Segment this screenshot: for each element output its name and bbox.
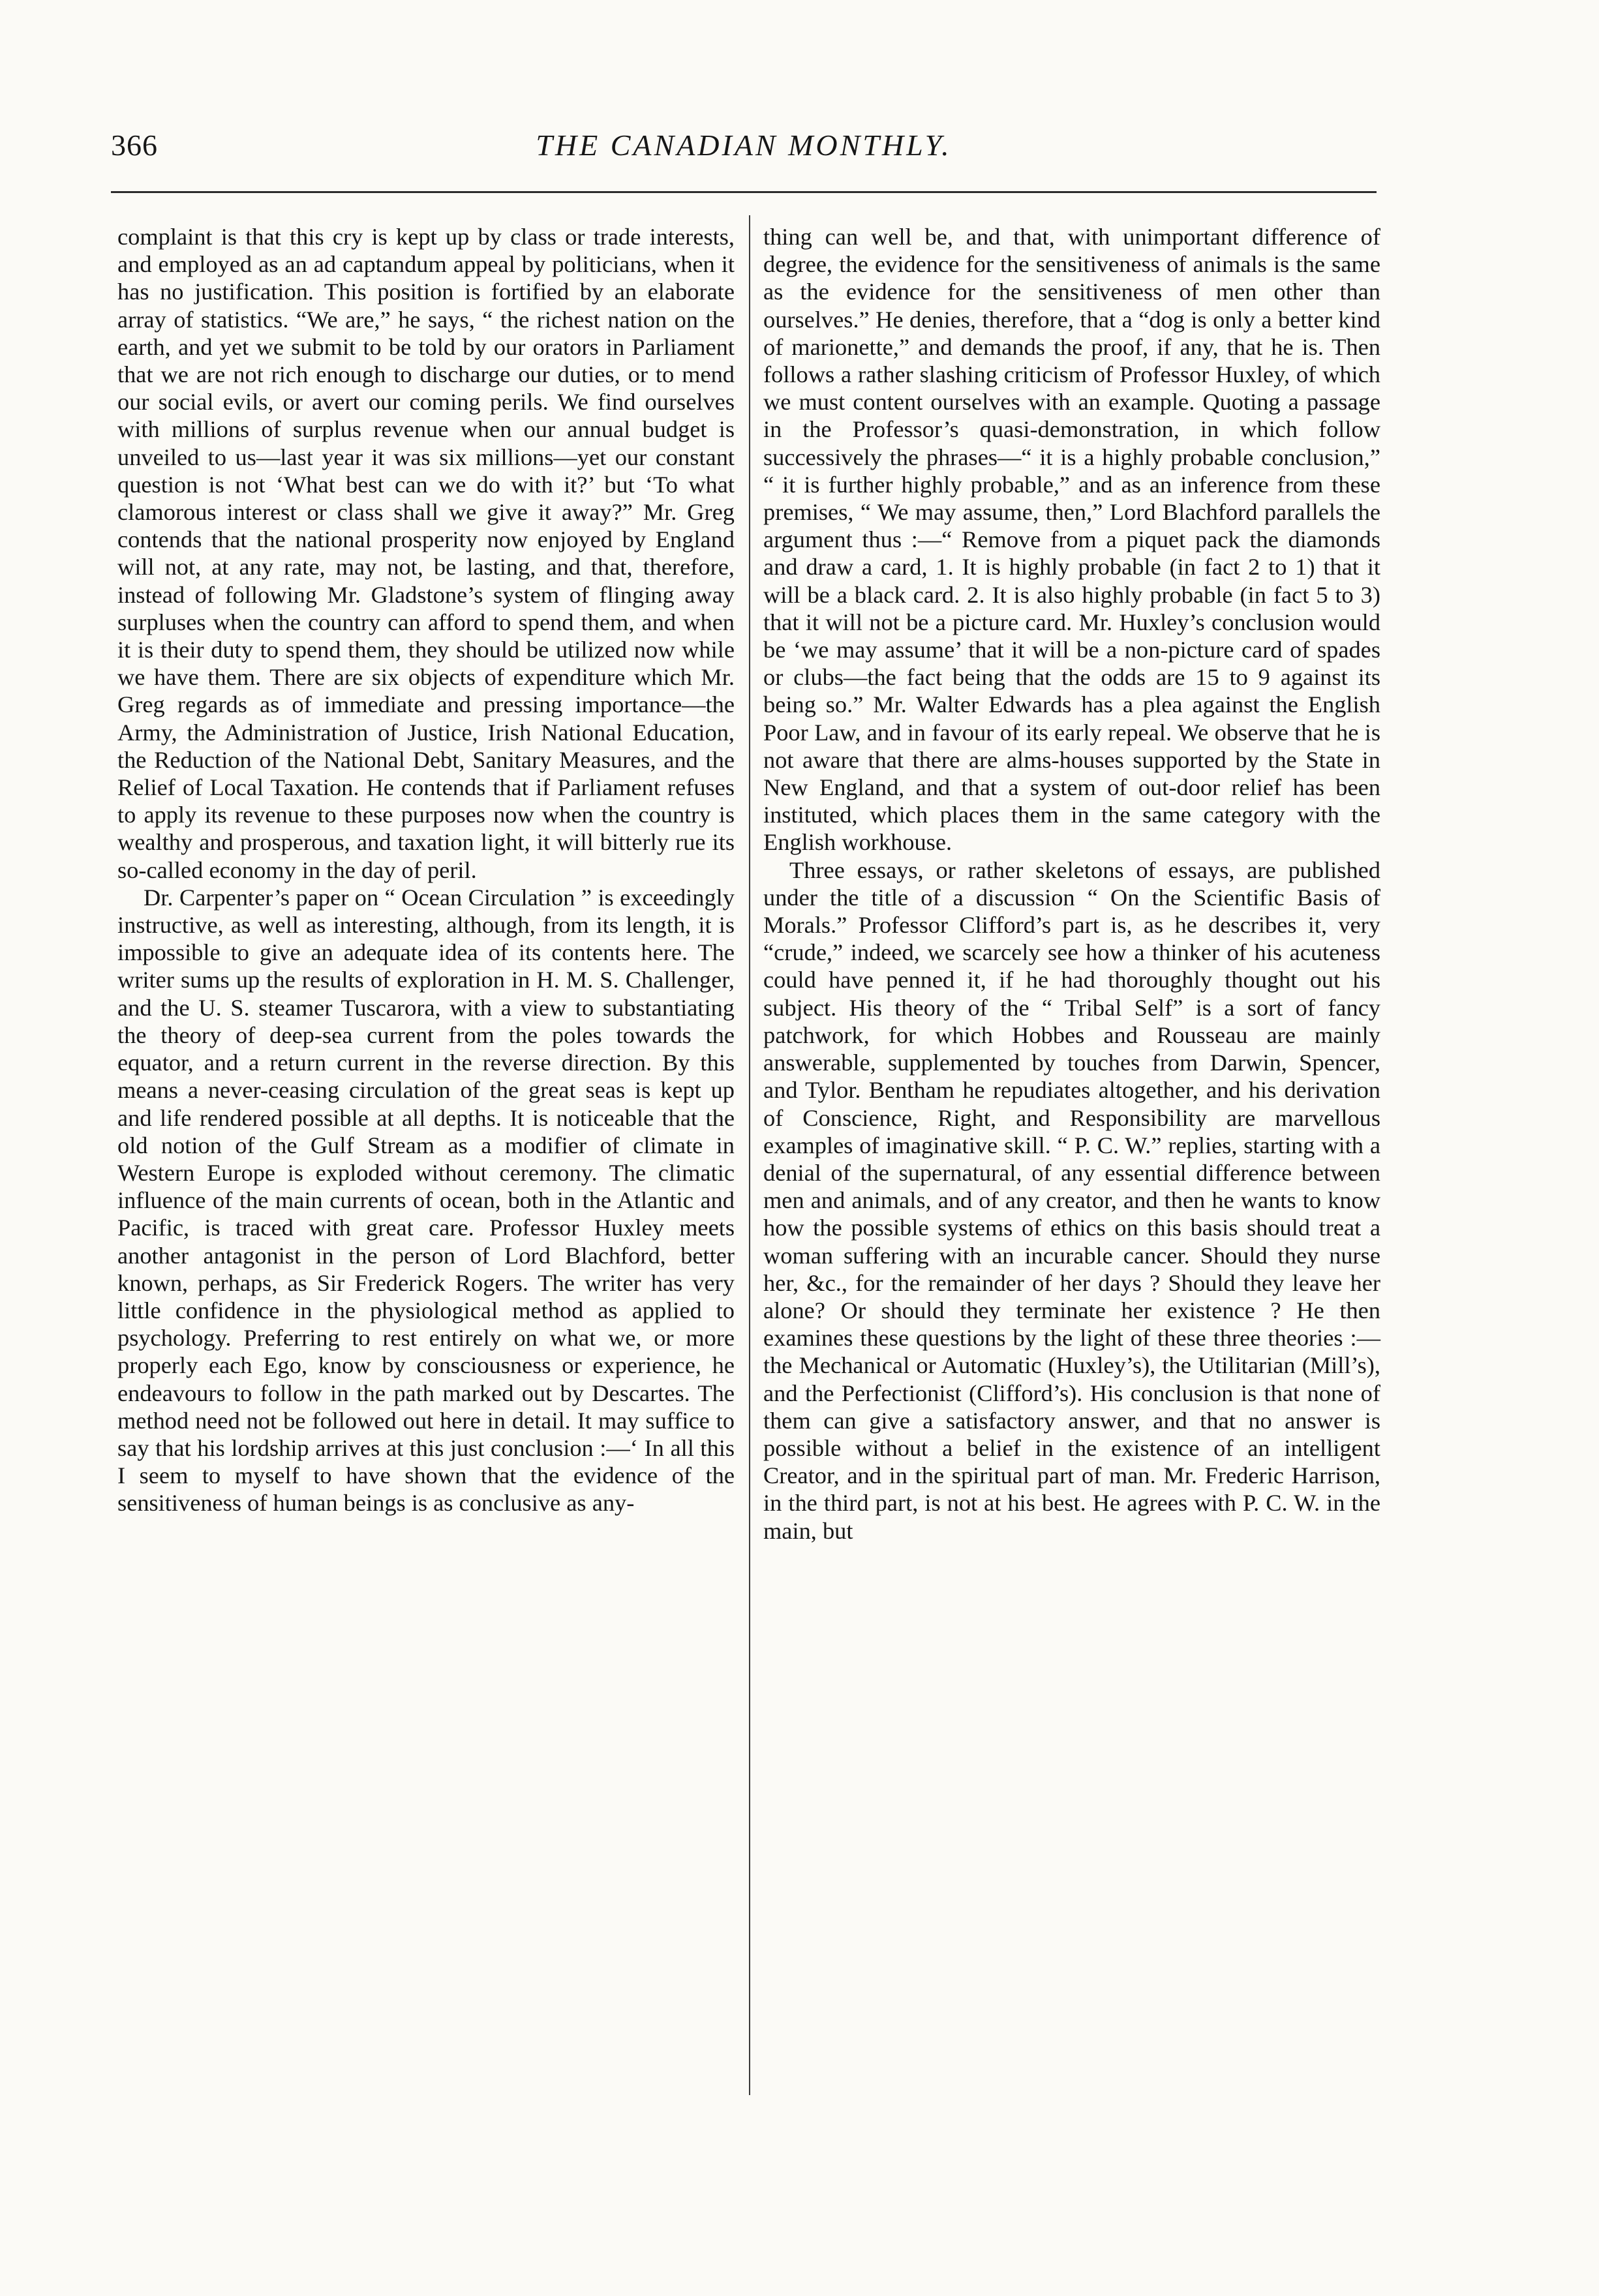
paragraph: Three essays, or rather skeletons of essays, are published under the title of a discussion “ On the Scientific Basis of Morals.” Professor Clifford’s part is, as he describes it, very “crude,” indeed, we scarcely see how a thinker of his acuteness could have penned it, if he had thoroughly thought out his subject. His theory of the “ Tribal Self” is a sort of fancy patchwork, for which Hobbes and Rousseau are mainly answerable, supplemented by touches from Darwin, Spencer, and Tylor. Bentham he repudiates altogether, and his derivation of Conscience, Right, and Responsibility are marvellous examples of imaginative skill. “ P. C. W.” replies, starting with a denial of the supernatural, of any essential difference between men and animals, and of any creator, and then he wants to know how the possible systems of ethics on this basis should treat a woman suffering with an incurable cancer. Should they nurse her, &c., for the remainder of her days ? Should they leave her alone? Or should they terminate her existence ? He then examines these questions by the light of these three theories :—the Mechanical or Automatic (Huxley’s), the Utilitarian (Mill’s), and the Perfectionist (Clifford’s). His conclusion is that none of them can give a satisfactory answer, and that no answer is possible without a belief in the existence of an intelligent Creator, and in the spiritual part of man. Mr. Frederic Harrison, in the third part, is not at his best. He agrees with P. C. W. in the main, but [763,856,1380,1544]
page-header [111,128,1377,174]
header-rule [111,191,1377,193]
paragraph: thing can well be, and that, with unimportant difference of degree, the evidence for the sensitiveness of animals is the same as the evidence for the sensitiveness of men other than ourselves.” He denies, therefore, that a “dog is only a better kind of marionette,” and demands the proof, if any, that he is. Then follows a rather slashing criticism of Professor Huxley, of which we must content ourselves with an example. Quoting a passage in the Professor’s quasi-demonstration, in which follow successively the phrases—“ it is a highly probable conclusion,” “ it is further highly probable,” and as an inference from these premises, “ We may assume, then,” Lord Blachford parallels the argument thus :—“ Remove from a piquet pack the diamonds and draw a card, 1. It is highly probable (in fact 2 to 1) that it will be a black card. 2. It is also highly probable (in fact 5 to 3) that it will not be a picture card. Mr. Huxley’s conclusion would be ‘we may assume’ that it will be a non-picture card of spades or clubs—the fact being that the odds are 15 to 9 against its being so.” Mr. Walter Edwards has a plea against the English Poor Law, and in favour of its early repeal. We observe that he is not aware that there are alms-houses supported by the State in New England, and that a system of out-door relief has been instituted, which places them in the same category with the English workhouse. [763,224,1380,856]
page-number: 366 [111,128,158,162]
left-column [117,223,735,1517]
running-title: THE CANADIAN MONTHLY. [536,128,952,162]
right-column [763,223,1380,1545]
column-divider [749,215,750,2095]
paragraph: Dr. Carpenter’s paper on “ Ocean Circulation ” is exceedingly instructive, as well as interesting, although, from its length, it is impossible to give an adequate idea of its contents here. The writer sums up the results of exploration in H. M. S. Challenger, and the U. S. steamer Tuscarora, with a view to substantiating the theory of deep-sea current from the poles towards the equator, and a return current in the reverse direction. By this means a never-ceasing circulation of the great seas is kept up and life rendered possible at all depths. It is noticeable that the old notion of the Gulf Stream as a modifier of climate in Western Europe is exploded without ceremony. The climatic influence of the main currents of ocean, both in the Atlantic and Pacific, is traced with great care. Professor Huxley meets another antagonist in the person of Lord Blachford, better known, perhaps, as Sir Frederick Rogers. The writer has very little confidence in the physiological method as applied to psychology. Preferring to rest entirely on what we, or more properly each Ego, know by consciousness or experience, he endeavours to follow in the path marked out by Descartes. The method need not be followed out here in detail. It may suffice to say that his lordship arrives at this just conclusion :—‘ In all this I seem to myself to have shown that the evidence of the sensitiveness of human beings is as conclusive as any- [117,884,735,1517]
paragraph: complaint is that this cry is kept up by class or trade interests, and employed as an ad captandum appeal by politicians, when it has no justification. This position is fortified by an elaborate array of statistics. “We are,” he says, “ the richest nation on the earth, and yet we submit to be told by our orators in Parliament that we are not rich enough to discharge our duties, or to mend our social evils, or avert our coming perils. We find ourselves with millions of surplus revenue when our annual budget is unveiled to us—last year it was six millions—yet our constant question is not ‘What best can we do with it?’ but ‘To what clamorous interest or class shall we give it away?” Mr. Greg contends that the national prosperity now enjoyed by England will not, at any rate, may not, be lasting, and that, therefore, instead of following Mr. Gladstone’s system of flinging away surpluses when the country can afford to spend them, and when it is their duty to spend them, they should be utilized now while we have them. There are six objects of expenditure which Mr. Greg regards as of immediate and pressing importance—the Army, the Administration of Justice, Irish National Education, the Reduction of the National Debt, Sanitary Measures, and the Relief of Local Taxation. He contends that if Parliament refuses to apply its revenue to these purposes now when the country is wealthy and prosperous, and taxation light, it will bitterly rue its so-called economy in the day of peril. [117,224,735,883]
